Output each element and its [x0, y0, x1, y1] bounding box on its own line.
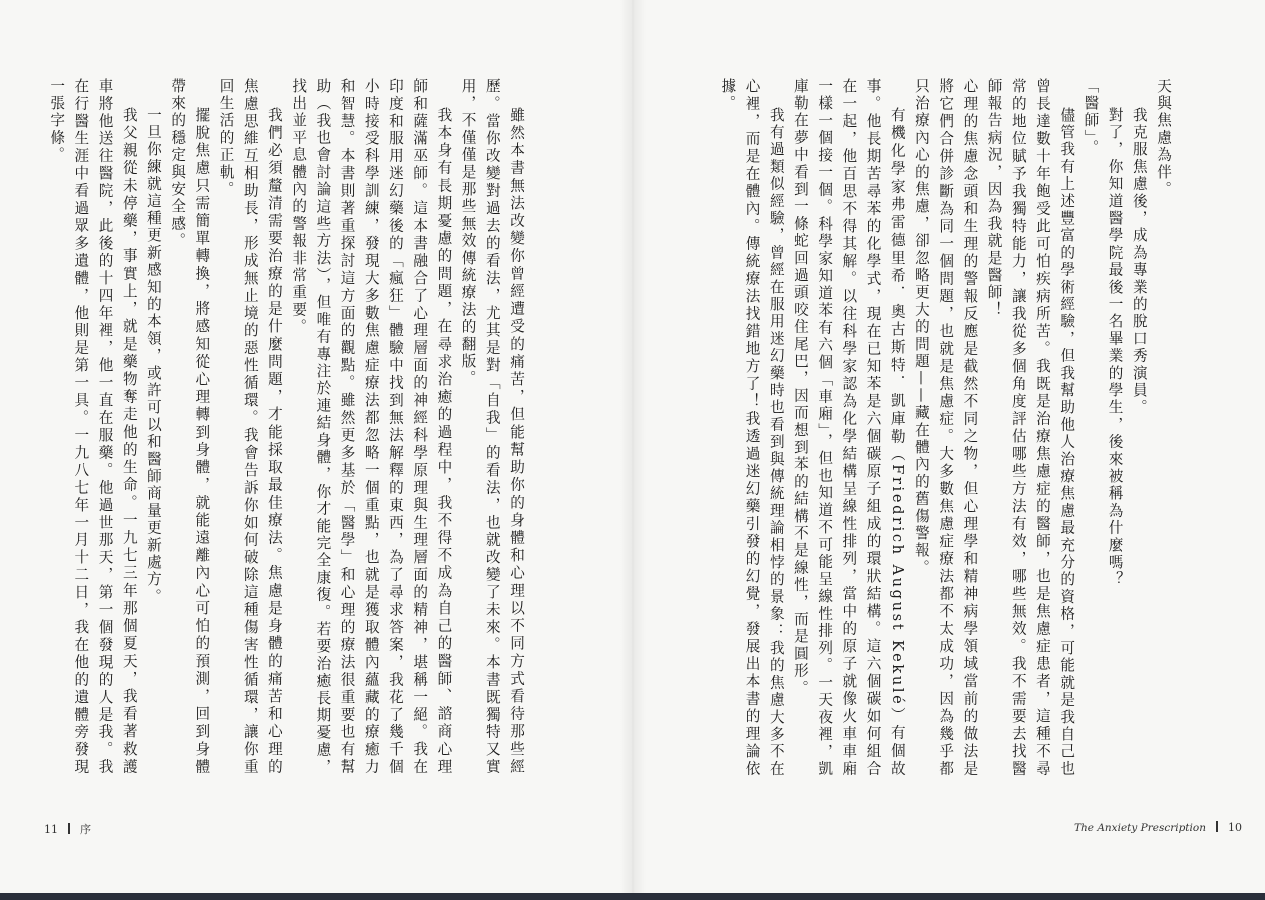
- right-paragraph-3: 對了，你知道醫學院最後一名畢業的學生，後來被稱為什麼嗎？: [1106, 107, 1124, 589]
- right-paragraph-8: 我有過類似經驗，曾經在服用迷幻藥時也看到與傳統理論相悖的景象：我的焦慮大多不在心裡，而是在體內。傳統療法找錯地方了！我透過迷幻藥引發的幻覺，發展出本書的理論依據。: [719, 78, 785, 778]
- left-paragraph-5: 一旦你練就這種更新感知的本領，或許可以和醫師商量更新處方。: [144, 107, 162, 606]
- page-number-right: 10: [1227, 821, 1242, 834]
- right-paragraph-7: 有機化學家弗雷德里希．奧古斯特．凱庫勒（Friedrich August Kekulé）有個故事。他長期苦尋苯的化學式，現在已知苯是六個碳原子組成的環狀結構。這六個碳如何組合在一起，他百思不得其解。以往科學家認為化學結構呈線性排列，當中的原子就像火車車廂一樣一個接一個。科學家知道苯有六個「車廂」，但也知道不可能呈線性排列。一天夜裡，凱庫勒在夢中看到一條蛇回過頭咬住尾巴，因而想到苯的結構不是線性，而是圓形。: [791, 78, 906, 778]
- book-gutter: [620, 0, 646, 900]
- right-paragraph-4: 「醫師」。: [1082, 78, 1100, 157]
- page-number-left: 11: [44, 823, 58, 836]
- folio-separator: [1216, 821, 1218, 832]
- right-paragraph-5: 儘管我有上述豐富的學術經驗，但我幫助他人治療焦慮最充分的資格，可能就是我自己也曾長達數十年飽受此可怕疾病所苦。我既是治療焦慮症的醫師，也是焦慮症患者，這種不尋常的地位賦予我獨特能力，讓我從多個角度評估哪些方法有效，哪些無效。我不需要去找醫師報告病況，因為我就是醫師！: [985, 78, 1076, 778]
- right-page-footer: [1074, 821, 1242, 834]
- bottom-edge-bar: [0, 893, 1265, 900]
- left-paragraph-3: 我們必須釐清需要治療的是什麼問題，才能採取最佳療法。焦慮是身體的痛苦和心理的焦慮思維互相助長，形成無止境的惡性循環。我會告訴你如何破除這種傷害性循環，讓你重回生活的正軌。: [217, 78, 283, 776]
- right-paragraph-6: 心理的焦慮念頭和生理的警報反應是截然不同之物，但心理學和精神病學領域當前的做法是將它們合併診斷為同一個問題，也就是焦慮症。大多數焦慮症療法都不太成功，因為幾乎都只治療內心的焦慮，卻忽略更大的問題——藏在體內的舊傷警報。: [912, 78, 979, 778]
- left-paragraph-2: 我本身有長期憂慮的問題，在尋求治癒的過程中，我不得不成為自己的醫師、諮商心理師和薩滿巫師。這本書融合了心理層面的神經科學原理與生理層面的精神，堪稱一絕。我在印度和服用迷幻藥後的「瘋狂」體驗中找到無法解釋的東西，為了尋求答案，我花了幾千個小時接受科學訓練，發現大多數焦慮症療法都忽略一個重點，也就是獲取體內蘊藏的療癒力和智慧。本書則著重探討這方面的觀點。雖然更多基於「醫學」和心理的療法很重要也有幫助（我也會討論這些方法），但唯有專注於連結身體，你才能完全康復。若要治癒長期憂慮，找出並平息體內的警報非常重要。: [290, 78, 453, 776]
- folio-separator: [68, 823, 70, 834]
- right-paragraph-1: 天與焦慮為伴。: [1155, 78, 1172, 199]
- running-title: The Anxiety Prescription: [1074, 822, 1206, 834]
- left-paragraph-4: 擺脫焦慮只需簡單轉換，將感知從心理轉到身體，就能遠離內心可怕的預測，回到身體帶來的穩定與安全感。: [169, 78, 211, 776]
- left-paragraph-6: 我父親從未停藥，事實上，就是藥物奪走他的生命。一九七三年那個夏天，我看著救護車將他送往醫院，此後的十四年裡，他一直在服藥。他過世那天，第一個發現的人是我。我在行醫生涯中看過眾多遺體，他則是第一具。一九八七年一月十二日，我在他的遺體旁發現一張字條。: [48, 78, 138, 776]
- right-page-text: [719, 78, 1175, 778]
- left-page-text: [48, 78, 528, 776]
- left-paragraph-1: 雖然本書無法改變你曾經遭受的痛苦，但能幫助你的身體和心理以不同方式看待那些經歷。當你改變對過去的看法，尤其是對「自我」的看法，也就改變了未來。本書既獨特又實用，不僅僅是那些無效傳統療法的翻版。: [459, 78, 525, 776]
- left-page-footer: [44, 821, 91, 837]
- right-paragraph-2: 我克服焦慮後，成為專業的脫口秀演員。: [1130, 107, 1148, 417]
- section-label: 序: [80, 823, 91, 836]
